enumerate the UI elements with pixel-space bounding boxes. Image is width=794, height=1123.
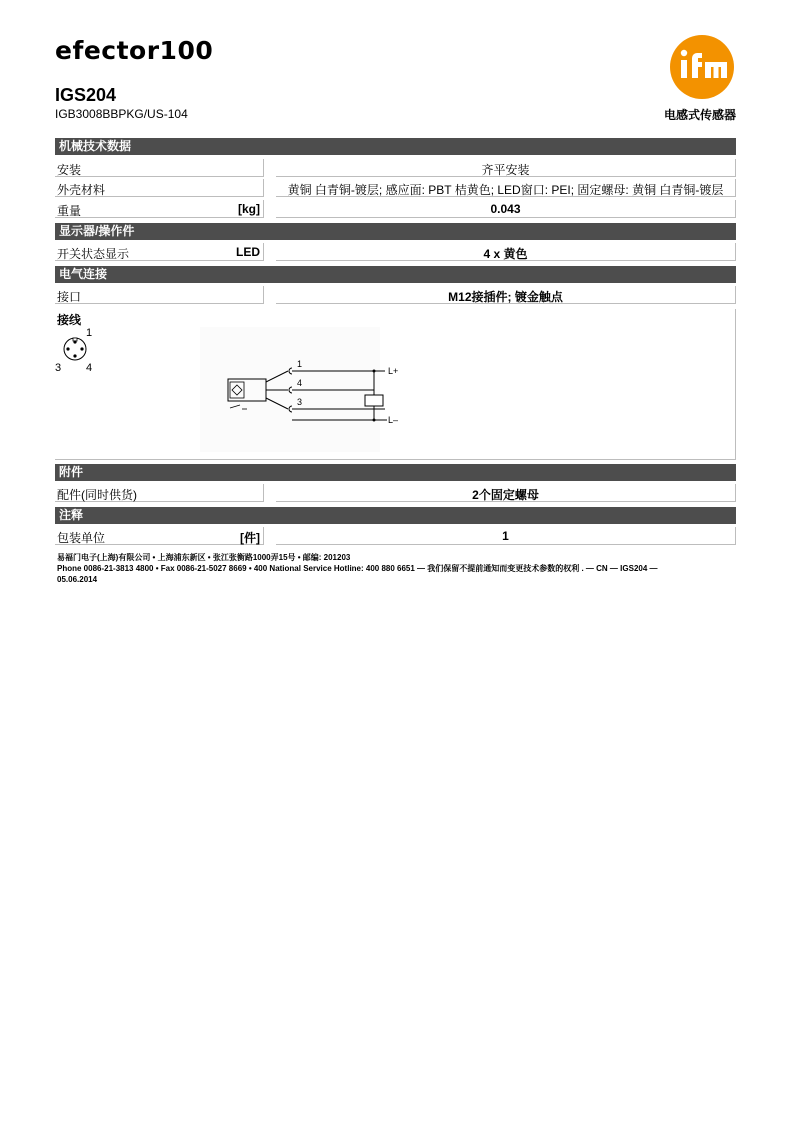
diagram-pin-1: 1 [297,359,303,369]
spec-row-packaging-unit [55,527,736,546]
spec-unit: [件] [240,531,260,545]
spec-value: 4 x 黄色 [483,247,528,261]
section-header-electrical: 电气连接 [55,266,736,283]
section-header-accessories: 附件 [55,464,736,481]
pin-label-4: 4 [86,362,93,374]
spec-unit: LED [236,245,260,259]
spec-row-accessories [55,484,736,503]
brand-wordmark: efector100 [55,36,214,65]
product-title: IGS204 [55,85,117,105]
spec-row-switching-status [55,243,736,262]
spec-value: M12接插件; 镀金触点 [448,290,563,304]
footer [57,552,737,585]
spec-value: 齐平安装 [481,163,530,177]
diagram-pin-4: 4 [297,378,303,388]
product-type: 电感式传感器 [663,108,736,122]
spec-label: 开关状态显示 [57,247,130,261]
connector-pinout-diagram [55,325,105,375]
wiring-label: 接线 [57,313,82,327]
footer-date: 05.06.2014 [57,575,98,584]
pin-4 [80,347,83,350]
spec-label: 安装 [57,163,82,177]
section-header-display: 显示器/操作件 [55,223,736,240]
spec-value: 黄铜 白青铜-镀层; 感应面: PBT 桔黄色; LED窗口: PEI; 固定螺母: 黄铜 白青铜-镀层 [287,183,724,197]
pin-label-3: 3 [55,362,62,374]
spec-label: 配件(同时供货) [57,488,137,502]
spec-label: 外壳材料 [57,183,106,197]
pin-label-1: 1 [86,327,93,339]
pin-2 [66,347,69,350]
spec-value: 0.043 [490,202,521,216]
footer-address: 易福门电子(上海)有限公司 • 上海浦东新区 • 张江张衡路1000弄15号 • 邮编: 201203 [57,553,351,562]
product-code: IGB3008BBPKG/US-104 [55,107,188,121]
diagram-pin-3: 3 [297,397,303,407]
spec-unit: [kg] [238,202,260,216]
spec-label: 接口 [57,290,82,304]
spec-value: 2个固定螺母 [472,488,539,502]
spec-row-connection [55,286,736,305]
pin-3 [73,354,76,357]
spec-value: 1 [502,529,509,543]
spec-row-weight [55,200,736,219]
spec-label: 包装单位 [57,531,106,545]
wiring-diagram [200,327,399,452]
spec-row-housing-material [55,179,736,198]
pin-1 [73,340,76,343]
spec-row-mounting [55,159,736,178]
diagram-l-minus: L– [388,415,399,425]
spec-label: 重量 [57,204,82,218]
footer-contact: Phone 0086-21-3813 4800 • Fax 0086-21-5027 8669 • 400 National Service Hotline: 400 880 6651 — 我们保留不提前通知而变更技术参数的权利 . — CN — IGS204 — [57,564,658,573]
wiring-section [55,309,736,460]
section-header-notes: 注释 [55,507,736,524]
diagram-l-plus: L+ [388,366,399,376]
ifm-logo [669,34,735,100]
section-header-mechanical: 机械技术数据 [55,138,736,155]
